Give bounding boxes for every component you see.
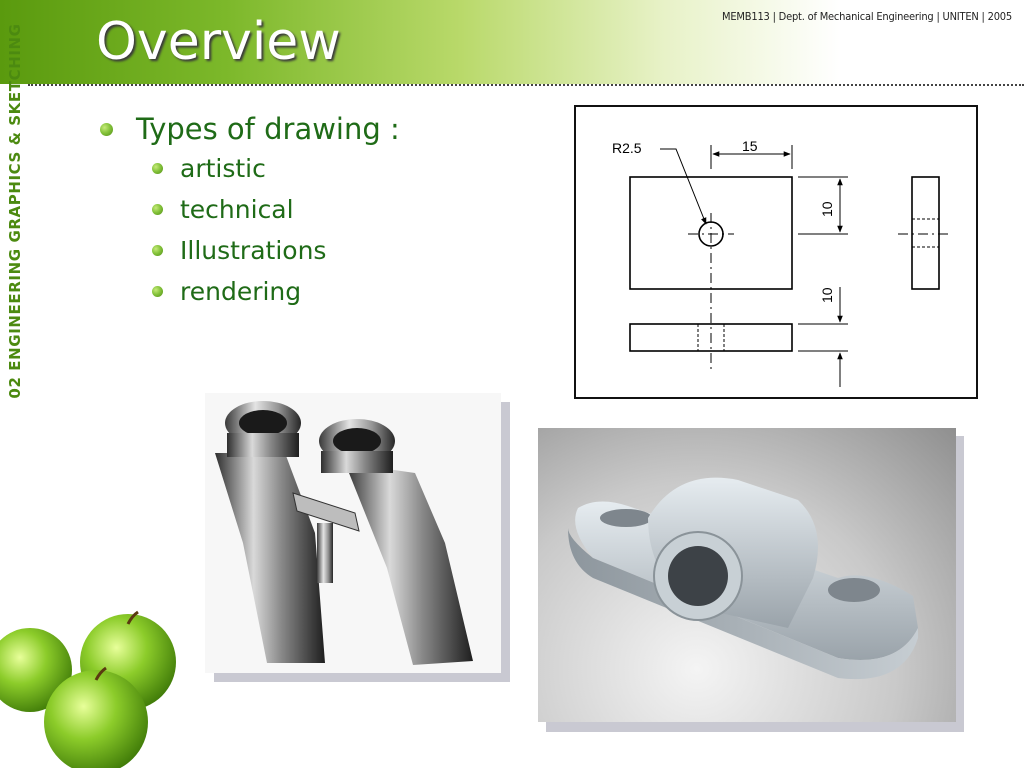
slide-title: Overview [96, 12, 341, 72]
sub-bullet-text: Illustrations [180, 236, 327, 265]
bracket-3d-image [538, 428, 956, 722]
right-lens [333, 428, 381, 454]
orthographic-views [576, 107, 980, 401]
apples-decoration [0, 610, 200, 768]
bullet-dot-icon [152, 163, 163, 174]
sub-bullet-list [136, 148, 400, 312]
bracket-rendering [538, 428, 956, 722]
left-barrel [215, 453, 325, 663]
binoculars-illustration [205, 393, 501, 673]
bullet-dot-icon [152, 245, 163, 256]
width-dim-label: 15 [742, 138, 758, 154]
radius-leader [660, 149, 706, 224]
radius-label: R2.5 [612, 140, 642, 156]
apples-image [0, 610, 200, 768]
side-view [912, 177, 939, 289]
right-barrel [345, 463, 473, 665]
technical-drawing [574, 105, 978, 399]
bullet-main [100, 110, 400, 312]
sub-bullet-text: artistic [180, 154, 266, 183]
height-dim-label-top: 10 [819, 201, 835, 217]
header-divider [28, 84, 1024, 86]
bullet-main-text: Types of drawing : [136, 112, 400, 146]
bullet-dot-icon [152, 204, 163, 215]
sub-bullet-item [136, 230, 400, 271]
binoculars-image [205, 393, 501, 673]
boss-bore [668, 546, 728, 606]
sub-bullet-text: technical [180, 195, 294, 224]
bullet-dot-icon [100, 123, 113, 136]
sub-bullet-item [136, 148, 400, 189]
bullet-list [100, 110, 400, 312]
right-eyecup [321, 451, 393, 473]
height-dim-label-bottom: 10 [819, 287, 835, 303]
left-lens [239, 410, 287, 436]
course-info: MEMB113 | Dept. of Mechanical Engineering | UNITEN | 2005 [722, 10, 1012, 23]
side-caption: 02 ENGINEERING GRAPHICS & SKETCHING [6, 23, 24, 399]
sub-bullet-text: rendering [180, 277, 302, 306]
sub-bullet-item [136, 189, 400, 230]
left-eyecup [227, 433, 299, 457]
mount-hole [600, 509, 652, 527]
mount-hole [828, 578, 880, 602]
sub-bullet-item [136, 271, 400, 312]
bullet-dot-icon [152, 286, 163, 297]
focus-hinge [317, 523, 333, 583]
